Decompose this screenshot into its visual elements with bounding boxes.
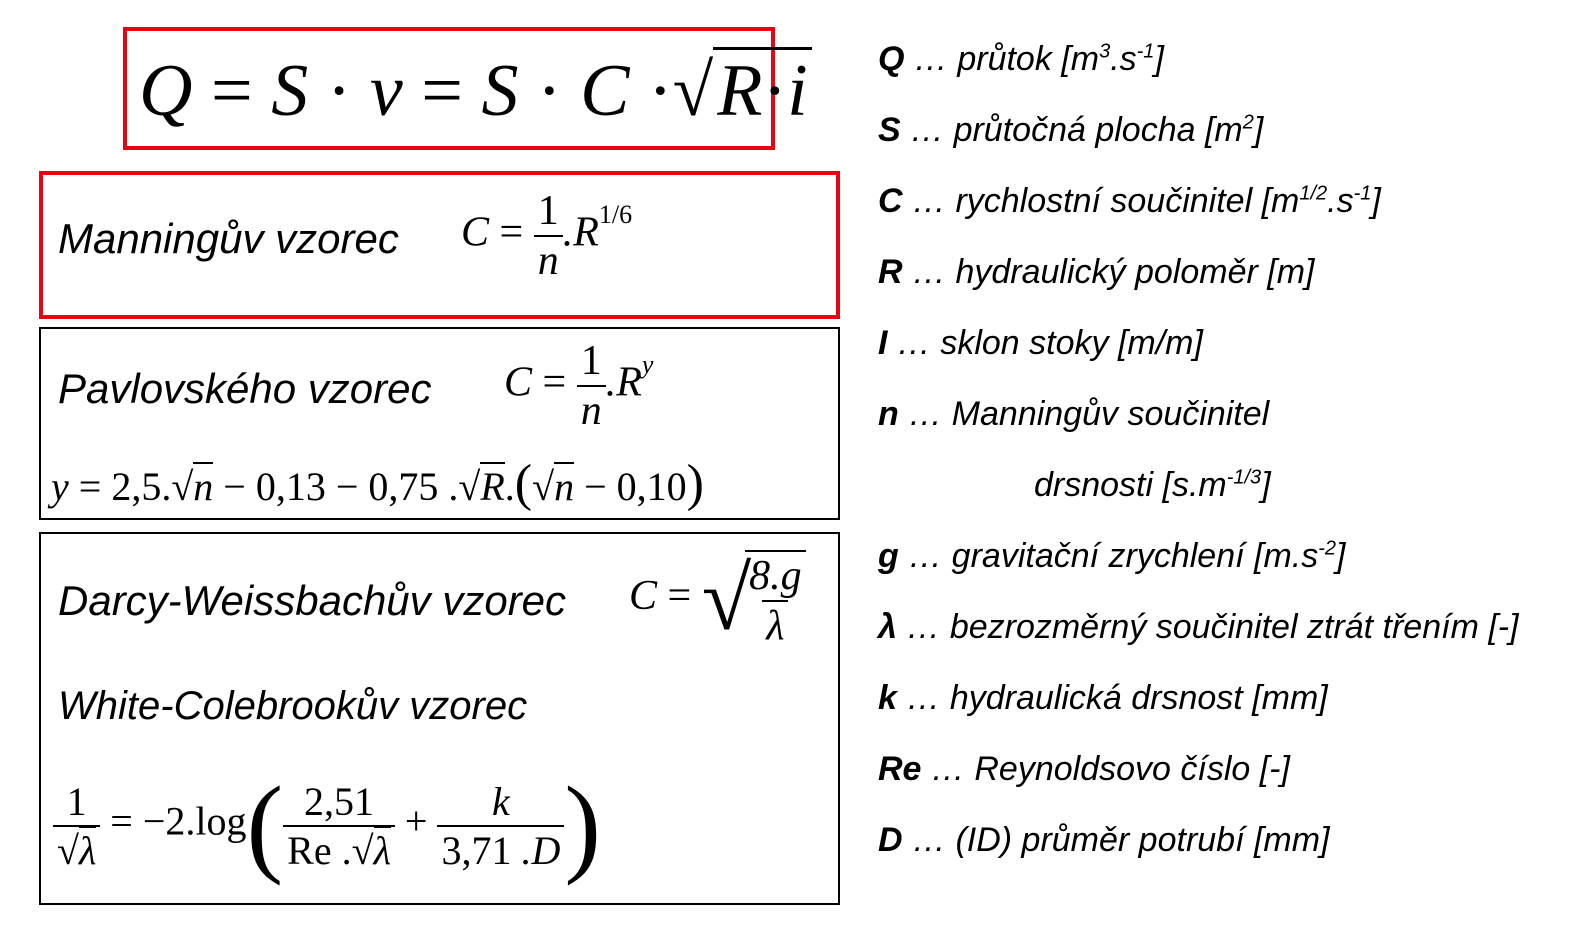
- formula-eq: =: [542, 359, 567, 406]
- legend-sup: 2: [1242, 111, 1254, 134]
- legend-sup: 3: [1099, 40, 1111, 63]
- plus: +: [404, 798, 428, 844]
- legend-text: … Reynoldsovo číslo [-]: [921, 750, 1290, 788]
- legend-item: [878, 679, 1328, 718]
- formula-C: C: [629, 573, 658, 620]
- coef-a: 2,5: [111, 464, 162, 509]
- formula-eq: =: [210, 50, 253, 132]
- legend-item: [878, 253, 1314, 292]
- pavlovsky-title: Pavlovského vzorec: [58, 365, 432, 412]
- legend-text: … rychlostní součinitel [m: [902, 182, 1300, 220]
- sqrt-sign: √: [171, 464, 194, 509]
- sqrt-sign: √: [672, 50, 714, 132]
- fraction-num: 1: [580, 338, 602, 384]
- pavlovsky-box: [39, 327, 840, 520]
- coef-d: 0,10: [616, 464, 687, 509]
- legend-sup: -1: [1136, 40, 1155, 63]
- formula-C: C: [504, 359, 533, 406]
- left-paren: (: [514, 455, 533, 512]
- fraction-den: Re .√λ: [283, 825, 395, 874]
- formula-eq: =: [78, 464, 102, 509]
- formula-dot: ·: [536, 50, 562, 132]
- legend-item: [878, 111, 1263, 150]
- formula-eq: =: [499, 209, 524, 256]
- legend-text: ]: [1261, 466, 1271, 504]
- sqrt-sign: √: [532, 464, 555, 509]
- fraction: [53, 778, 100, 874]
- legend-text: drsnosti [s.m: [1034, 466, 1227, 504]
- sqrt-sign: √: [458, 464, 481, 509]
- fraction-num: 1: [66, 778, 87, 824]
- legend-symbol: λ: [878, 608, 897, 646]
- pavlovsky-formula: [504, 337, 653, 435]
- legend-symbol: k: [878, 679, 897, 717]
- legend-symbol: S: [878, 111, 901, 149]
- minus: −: [335, 464, 359, 509]
- left-paren: (: [246, 764, 284, 886]
- fraction: [577, 337, 606, 435]
- legend-text: ]: [1371, 182, 1381, 220]
- legend-text: … Manningův součinitel: [898, 395, 1270, 433]
- legend-item: [878, 395, 1269, 434]
- formula-eq: =: [667, 573, 692, 620]
- legend-text: .s: [1110, 40, 1137, 78]
- fraction: [437, 778, 564, 874]
- minus: −: [584, 464, 607, 509]
- legend-item: [878, 750, 1290, 789]
- formula-eq: =: [421, 50, 463, 132]
- white-colebrook-title: White-Colebrookův vzorec: [58, 684, 528, 728]
- legend-text: … bezrozměrný součinitel ztrát třením [-]: [896, 608, 1519, 646]
- formula-eq: =: [110, 798, 133, 844]
- formula-lambda: λ: [78, 827, 97, 873]
- legend-item: [878, 537, 1346, 576]
- main-formula-box: [123, 27, 808, 150]
- formula-dot: .: [504, 464, 515, 509]
- formula-dot: ·: [762, 50, 788, 132]
- formula-D: .D: [521, 827, 561, 873]
- fraction-den: λ: [762, 600, 788, 650]
- formula-lambda: λ: [373, 827, 391, 873]
- formula-dot: .: [161, 464, 172, 509]
- legend-sup: -2: [1318, 537, 1337, 560]
- right-paren: ): [564, 764, 601, 886]
- legend-symbol: D: [878, 821, 903, 859]
- legend-text: … průtočná plocha [m: [900, 111, 1243, 149]
- formula-R: .R: [605, 359, 642, 406]
- formula-R: .R: [562, 209, 599, 256]
- legend-symbol: Re: [878, 750, 922, 788]
- legend-text: ]: [1336, 537, 1346, 575]
- formula-R: R: [480, 464, 505, 509]
- exponent: y: [641, 349, 654, 379]
- y-formula: [51, 454, 704, 513]
- formula-C: C: [580, 50, 630, 132]
- legend-item: [878, 182, 1381, 221]
- coef-minus-two: −2.: [142, 798, 196, 844]
- legend-text: … průtok [m: [904, 40, 1100, 78]
- fraction: [283, 778, 395, 874]
- fraction-den: √λ: [53, 825, 100, 874]
- formula-dot: ·: [326, 50, 352, 132]
- fraction-num: 1: [537, 188, 559, 234]
- reynolds: Re .: [287, 827, 352, 873]
- legend-item: [878, 324, 1203, 363]
- sqrt-sign: √: [701, 550, 752, 649]
- formula-S: S: [481, 50, 519, 132]
- formula-R: R: [717, 50, 763, 132]
- darcy-box: [39, 532, 840, 905]
- fraction-den: [437, 825, 564, 874]
- darcy-title: Darcy-Weissbachův vzorec: [58, 577, 567, 624]
- coef: 3,71: [441, 827, 512, 873]
- legend-symbol: g: [878, 537, 899, 575]
- manning-title: Manningův vzorec: [58, 215, 399, 262]
- darcy-formula: [629, 548, 806, 651]
- fraction: [534, 187, 563, 285]
- fraction-den: n: [534, 235, 563, 285]
- legend-sup: 1/2: [1299, 182, 1328, 205]
- legend-sup: -1/3: [1226, 466, 1262, 489]
- legend-symbol: Q: [878, 40, 905, 78]
- legend-item: [878, 608, 1519, 647]
- legend-symbol: I: [878, 324, 888, 362]
- legend-text: … sklon stoky [m/m]: [887, 324, 1203, 362]
- legend-item: [878, 821, 1330, 860]
- formula-n: n: [193, 464, 214, 509]
- sqrt-radicand: [713, 47, 811, 132]
- white-colebrook-formula: [53, 762, 601, 889]
- legend-text: ]: [1253, 111, 1264, 149]
- right-paren: ): [686, 455, 704, 512]
- fraction: [745, 550, 806, 650]
- fraction-den: n: [577, 385, 606, 435]
- legend-text: … (ID) průměr potrubí [mm]: [902, 821, 1330, 859]
- minus: −: [223, 464, 246, 509]
- coef-b: 0,13: [255, 464, 326, 509]
- formula-n: n: [554, 464, 575, 509]
- legend-text: ]: [1154, 40, 1164, 78]
- fraction-num: 2,51: [304, 778, 375, 824]
- fraction-num: k: [492, 778, 510, 824]
- manning-box: [39, 171, 840, 319]
- formula-S: S: [271, 50, 309, 132]
- formula-dot: ·: [647, 50, 673, 132]
- legend-text: … gravitační zrychlení [m.s: [898, 537, 1319, 575]
- log-text: log: [195, 798, 247, 844]
- manning-formula: [461, 187, 632, 285]
- legend-item: [1034, 466, 1271, 505]
- legend-symbol: n: [878, 395, 899, 433]
- legend-item: [878, 40, 1164, 79]
- coef-c: 0,75: [368, 464, 439, 509]
- formula-v: v: [369, 50, 403, 132]
- formula-Q: Q: [139, 50, 193, 132]
- fraction-num: 8.g: [749, 552, 802, 599]
- legend-symbol: R: [878, 253, 903, 291]
- legend-symbol: C: [878, 182, 903, 220]
- formula-y: y: [51, 464, 69, 509]
- legend-text: … hydraulická drsnost [mm]: [896, 679, 1328, 717]
- formula-dot: .: [448, 464, 459, 509]
- legend-text: … hydraulický poloměr [m]: [902, 253, 1315, 291]
- main-formula: [139, 41, 812, 141]
- formula-C: C: [461, 209, 490, 256]
- exponent: 1/6: [598, 199, 633, 229]
- legend-text: .s: [1327, 182, 1354, 220]
- formula-i: i: [787, 50, 808, 132]
- legend-sup: -1: [1353, 182, 1372, 205]
